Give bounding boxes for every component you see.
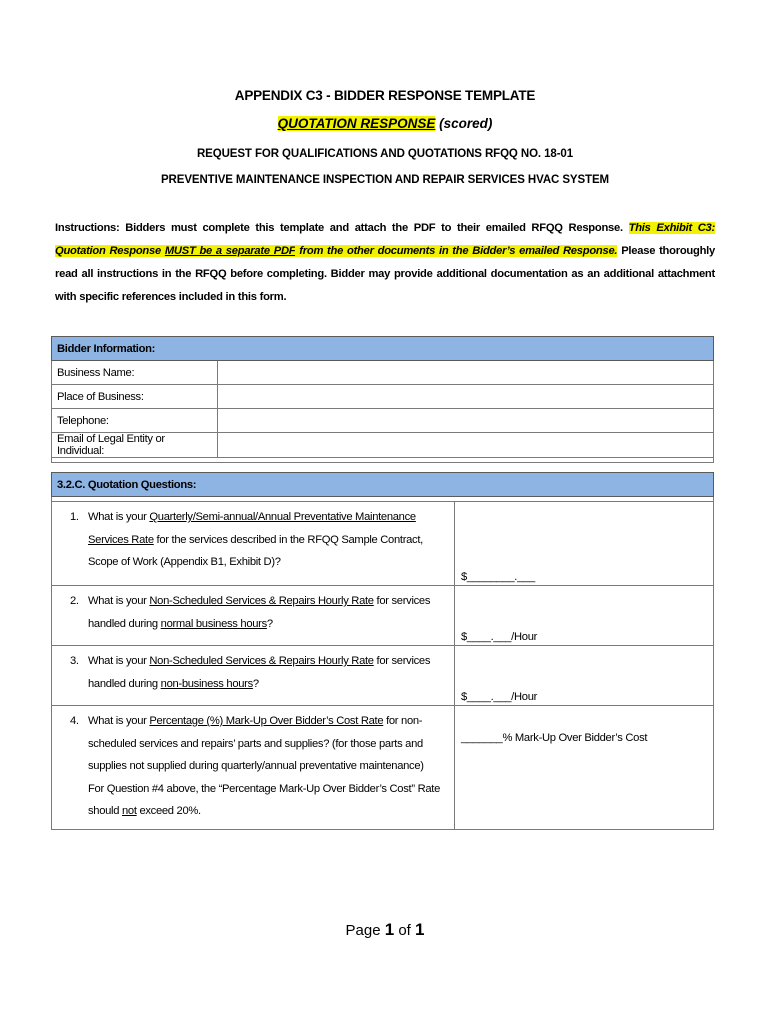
instructions-lead: Instructions: Bidders must complete this template and attach the PDF to their emailed RFQQ Response. (55, 222, 629, 234)
business-name-field[interactable] (218, 361, 714, 385)
service-line: PREVENTIVE MAINTENANCE INSPECTION AND REPAIR SERVICES HVAC SYSTEM (160, 174, 610, 186)
question-1 (52, 502, 455, 586)
instructions-highlight-1: This Exhibit C3: Quotation Response (55, 222, 715, 257)
field-label-place-of-business: Place of Business: (52, 385, 218, 409)
field-label-email: Email of Legal Entity or Individual: (52, 433, 218, 458)
answer-3-field[interactable]: $____.___/Hour (455, 646, 714, 706)
quotation-questions-table (51, 472, 714, 830)
question-text: for services handled during (88, 655, 431, 690)
question-text: for services handled during (88, 595, 431, 630)
subtitle-suffix: (scored) (435, 116, 493, 131)
question-3 (52, 646, 455, 706)
telephone-field[interactable] (218, 409, 714, 433)
question-note-emphasis: not (121, 805, 137, 817)
bidder-information-table (51, 336, 714, 463)
field-label-telephone: Telephone: (52, 409, 218, 433)
question-number: 2. (70, 595, 79, 607)
page-number: 1 (384, 920, 395, 939)
page-footer (0, 920, 770, 940)
instructions-highlight-2: MUST be a separate PDF (164, 245, 296, 257)
page-label: Page (345, 922, 385, 939)
email-field[interactable] (218, 433, 714, 458)
question-text: ? (266, 617, 273, 630)
question-rate-term: Percentage (%) Mark-Up Over Bidder’s Cost Rate (149, 715, 384, 727)
question-number: 4. (70, 715, 79, 727)
question-4 (52, 706, 455, 830)
rfqq-line: REQUEST FOR QUALIFICATIONS AND QUOTATIONS RFQQ NO. 18-01 (196, 148, 574, 160)
question-hours-term: non-business hours (160, 677, 253, 690)
quotation-questions-header: 3.2.C. Quotation Questions: (52, 473, 714, 497)
question-text: ? (252, 677, 259, 690)
instructions-highlight-3: from the other documents in the Bidder’s emailed Response. (295, 245, 618, 257)
question-number: 3. (70, 655, 79, 667)
table-spacer (52, 458, 714, 463)
answer-4-field[interactable]: _______% Mark-Up Over Bidder’s Cost (455, 706, 714, 830)
page-of-label: of (394, 922, 416, 939)
document-subtitle (0, 116, 770, 131)
question-rate-term: Non-Scheduled Services & Repairs Hourly Rate (149, 655, 374, 667)
answer-1-field[interactable]: $________.___ (455, 502, 714, 586)
question-hours-term: normal business hours (160, 617, 267, 630)
field-label-business-name: Business Name: (52, 361, 218, 385)
question-2 (52, 586, 455, 646)
bidder-info-header: Bidder Information: (52, 337, 714, 361)
question-text: for the services described in the RFQQ Sample Contract, Scope of Work (Appendix B1, Exhibit D)? (88, 533, 423, 568)
question-text: What is your (88, 595, 150, 607)
question-rate-term: Non-Scheduled Services & Repairs Hourly Rate (149, 595, 374, 607)
question-note: exceed 20%. (136, 805, 201, 817)
question-number: 1. (70, 511, 79, 523)
question-text: What is your (88, 655, 150, 667)
place-of-business-field[interactable] (218, 385, 714, 409)
document-title: APPENDIX C3 - BIDDER RESPONSE TEMPLATE (234, 88, 536, 103)
question-text: What is your (88, 511, 150, 523)
subtitle-highlight: QUOTATION RESPONSE (277, 116, 436, 131)
instructions-paragraph (55, 217, 715, 309)
question-rate-term: Quarterly/Semi-annual/Annual Preventative Maintenance Services Rate (88, 511, 416, 546)
question-note: For Question #4 above, the “Percentage Mark-Up Over Bidder’s Cost” Rate should (88, 782, 440, 817)
instructions-rest: Please thoroughly read all instructions in the RFQQ before completing. Bidder may provide additional documentation as an additional attachment with specific references included in this form. (55, 245, 715, 303)
question-text: for non-scheduled services and repairs’ parts and supplies? (for those parts and supplies not supplied during quarterly/annual preventative maintenance) (88, 715, 424, 772)
question-text: What is your (88, 715, 150, 727)
page-total: 1 (415, 920, 425, 939)
answer-2-field[interactable]: $____.___/Hour (455, 586, 714, 646)
